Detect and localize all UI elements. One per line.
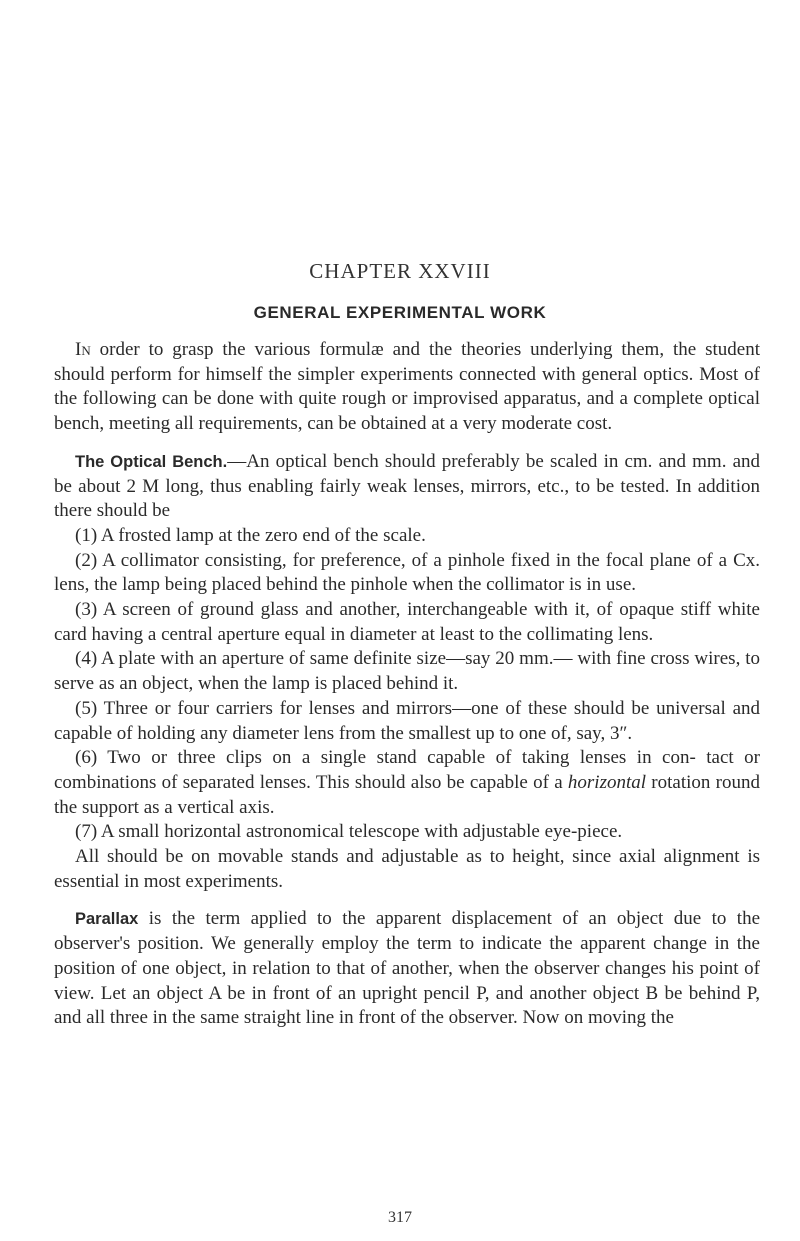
list-item-7: (7) A small horizontal astronomical telescope with adjustable eye-piece. xyxy=(75,821,623,843)
intro-lead-in: In xyxy=(75,339,91,360)
intro-paragraph xyxy=(54,338,760,437)
list-item-5: (5) Three or four carriers for lenses and mirrors—one of these should be universal and capable of holding any diameter lens from the smallest up to one of, say, 3″. xyxy=(54,697,760,744)
list-item-4: (4) A plate with an aperture of same definite size—say 20 mm.— with fine cross wires, to serve as an object, when the lamp is placed behind it. xyxy=(54,648,760,695)
section-title: GENERAL EXPERIMENTAL WORK xyxy=(253,303,547,322)
intro-text: order to grasp the various formulæ and the theories underlying them, the student should perform for himself the simpler experiments connected with general optics. Most of the following can be done with quite rough or improvised apparatus, and a complete optical bench, meeting all requirements, can be obtained at a very moderate cost. xyxy=(54,339,760,435)
list-item-3: (3) A screen of ground glass and another, interchangeable with it, of opaque stiff white card having a central aperture equal in diameter at least to the collimating lens. xyxy=(54,599,760,645)
chapter-heading: CHAPTER XXVIII xyxy=(309,259,491,283)
body-text xyxy=(54,338,760,1031)
parallax-heading: Parallax xyxy=(75,910,139,929)
optical-bench-paragraph xyxy=(54,450,760,524)
page-number: 317 xyxy=(388,1209,412,1226)
list-item-6 xyxy=(54,746,760,820)
optical-bench-text: —An optical bench should preferably be scaled in cm. and mm. and be about 2 M long, thus enabling fairly weak lenses, mirrors, etc., to be tested. In addition there should be xyxy=(54,450,761,522)
list-item-6-before: (6) Two or three clips on a single stand capable of taking lenses in con- tact or combinations of separated lenses. This should also be capable of a xyxy=(54,747,760,793)
list-item-2: (2) A collimator consisting, for preference, of a pinhole fixed in the focal plane of a Cx. lens, the lamp being placed behind the pinhole when the collimator is in use. xyxy=(54,549,760,596)
parallax-text: is the term applied to the apparent displacement of an object due to the observer's position. We generally employ the term to indicate the apparent change in the position of one object, in relation to that of another, when the observer changes his point of view. Let an object A be in front of an upright pencil P, and another object B be behind P, and all three in the same straight line in front of the observer. Now on moving the xyxy=(54,908,760,1029)
list-item-6-after: rotation round the support as a vertical axis. xyxy=(54,771,760,818)
parallax-paragraph xyxy=(54,907,760,1031)
list-item-6-italic: horizontal xyxy=(567,771,647,793)
list-item-1: (1) A frosted lamp at the zero end of the scale. xyxy=(75,524,426,546)
optical-bench-heading: The Optical Bench. xyxy=(75,452,228,471)
closing-paragraph: All should be on movable stands and adjustable as to height, since axial alignment is essential in most experiments. xyxy=(54,846,760,892)
